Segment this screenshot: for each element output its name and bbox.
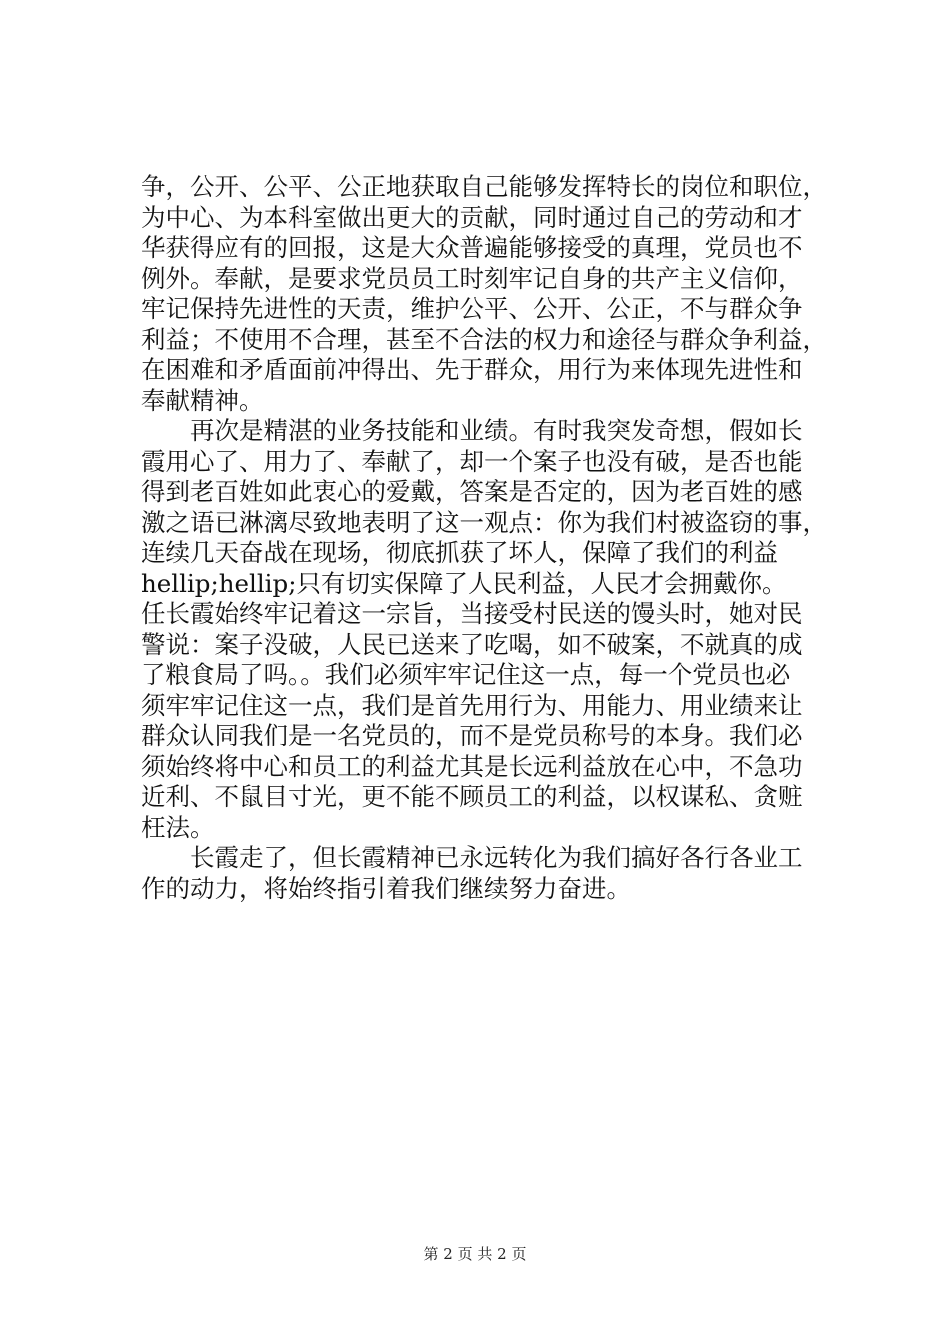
text-line: 枉法。 <box>141 812 215 842</box>
text-line: 争，公开、公平、公正地获取自己能够发挥特长的岗位和职位， <box>141 172 827 201</box>
page-number-footer: 第 2 页 共 2 页 <box>423 1245 527 1263</box>
text-line: 华获得应有的回报，这是大众普遍能够接受的真理，党员也不 <box>141 233 803 262</box>
text-line: 奉献精神。 <box>141 385 264 415</box>
text-line: 例外。奉献，是要求党员员工时刻牢记自身的共产主义信仰， <box>141 263 803 293</box>
text-line: 群众认同我们是一名党员的，而不是党员称号的本身。我们必 <box>141 721 803 750</box>
text-line: 为中心、为本科室做出更大的贡献，同时通过自己的劳动和才 <box>141 202 803 232</box>
text-line: 警说：案子没破，人民已送来了吃喝，如不破案，不就真的成 <box>141 629 803 659</box>
text-line: 近利、不鼠目寸光，更不能不顾员工的利益，以权谋私、贪赃 <box>141 782 803 811</box>
text-line: 在困难和矛盾面前冲得出、先于群众，用行为来体现先进性和 <box>141 355 803 384</box>
text-line: 霞用心了、用力了、奉献了，却一个案子也没有破，是否也能 <box>141 446 803 476</box>
text-line: 须始终将中心和员工的利益尤其是长远利益放在心中，不急功 <box>141 751 803 781</box>
text-line: 了粮食局了吗。。我们必须牢牢记住这一点，每一个党员也必 <box>141 660 791 689</box>
text-line: 利益；不使用不合理，甚至不合法的权力和途径与群众争利益， <box>141 324 827 354</box>
text-line: 任长霞始终牢记着这一宗旨，当接受村民送的馒头时，她对民 <box>141 599 803 628</box>
body-text <box>141 172 841 904</box>
text-line: 得到老百姓如此衷心的爱戴，答案是否定的，因为老百姓的感 <box>141 477 803 506</box>
text-line: 激之语已淋漓尽致地表明了这一观点：你为我们村被盗窃的事， <box>141 507 827 537</box>
text-line: 长霞走了，但长霞精神已永远转化为我们搞好各行各业工 <box>141 843 803 872</box>
text-line: 牢记保持先进性的天责，维护公平、公开、公正，不与群众争 <box>141 294 803 323</box>
text-line: 再次是精湛的业务技能和业绩。有时我突发奇想，假如长 <box>141 416 803 445</box>
text-line: 连续几天奋战在现场，彻底抓获了坏人，保障了我们的利益 <box>141 538 778 567</box>
text-line: hellip;hellip;只有切实保障了人民利益，人民才会拥戴你。 <box>141 568 787 598</box>
text-line: 作的动力，将始终指引着我们继续努力奋进。 <box>141 873 631 903</box>
text-line: 须牢牢记住这一点，我们是首先用行为、用能力、用业绩来让 <box>141 690 803 720</box>
